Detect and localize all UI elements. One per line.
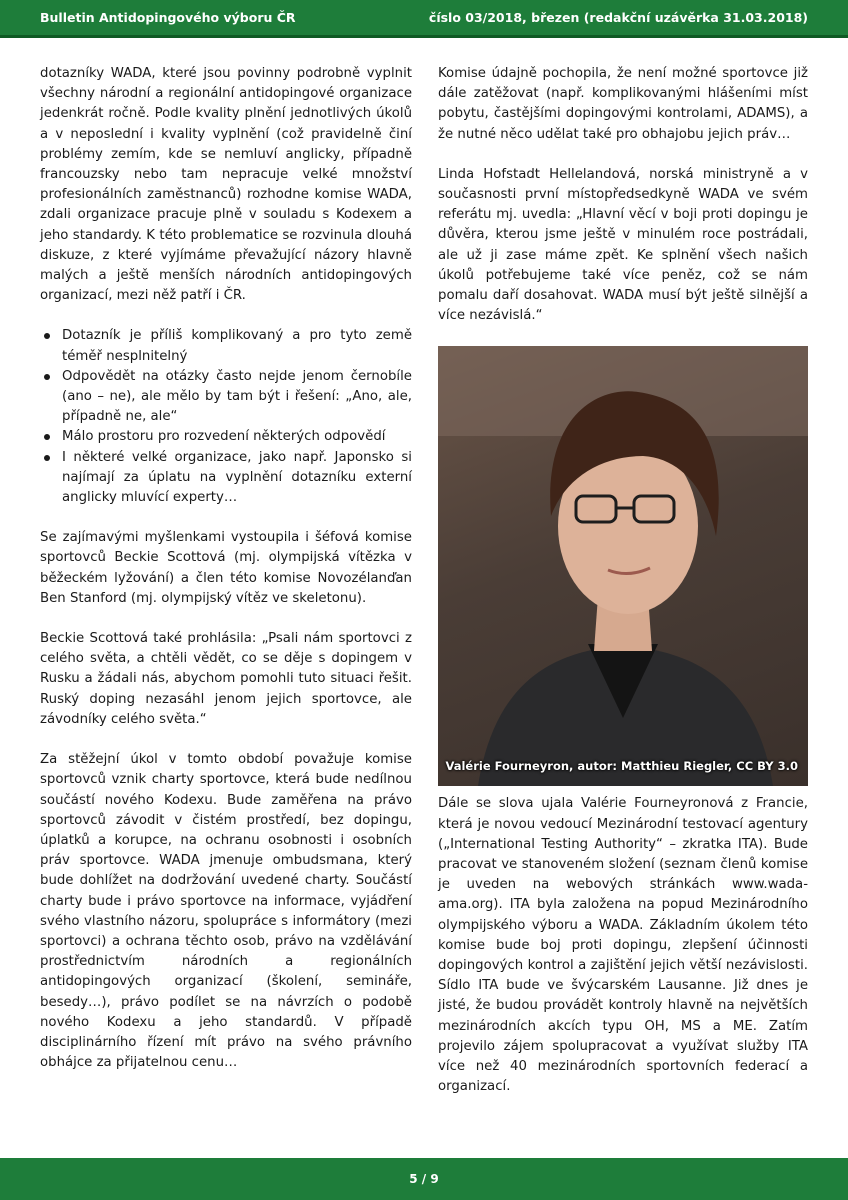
page-number: 5 / 9 <box>409 1172 439 1186</box>
photo-caption: Valérie Fourneyron, autor: Matthieu Riegler, CC BY 3.0 <box>445 759 798 774</box>
paragraph: Za stěžejní úkol v tomto období považuje komise sportovců vznik charty sportovce, která bude nedílnou součástí nového Kodexu. Bude zaměřena na právo sportovců závodit v čistém prostředí, bez dopingu, úplatků a korupce, na ochranu osobnosti i osobních práv sportovce. WADA jmenuje ombudsmana, který bude dohlížet na dodržování uvedené charty. Součástí charty bude i právo sportovce na informace, vyjádření svého vlastního názoru, spolupráce s informátory (mezi sportovci) a ochrana těchto osob, právo na vzdělávání prostřednictvím národních a regionálních antidopingových organizací (školení, semináře, besedy…), právo podílet se na návrzích o podobě nového Kodexu a jeho standardů. V případě disciplinárního řízení mít právo na svého právního obhájce za přijatelnou cenu… <box>40 752 412 1071</box>
list-item: Dotazník je příliš komplikovaný a pro tyto země téměř nesplnitelný <box>40 326 412 366</box>
page-footer <box>0 1158 848 1200</box>
paragraph: Beckie Scottová také prohlásila: „Psali nám sportovci z celého světa, a chtěli vědět, co se děje s dopingem v Rusku a žádali nás, abychom pomohli tuto situaci řešit. Ruský doping nezasáhl jenom jejich sportovce, ale závodníky celého světa.“ <box>40 631 412 727</box>
bulletin-title: Bulletin Antidopingového výboru ČR <box>40 10 296 25</box>
issue-info: číslo 03/2018, březen (redakční uzávěrka 31.03.2018) <box>428 10 808 25</box>
list-item: Odpovědět na otázky často nejde jenom černobíle (ano – ne), ale mělo by tam být i řešení: „Ano, ale, případně ne, ale“ <box>40 367 412 428</box>
paragraph: dotazníky WADA, které jsou povinny podrobně vyplnit všechny národní a regionální antidopingové organizace jedenkrát ročně. Podle kvality plnění jednotlivých úkolů a v neposlední i kvality vyplnění (což pravidelně činí problémy zemím, kde se nemluví anglicky, případně francouzsky nebo tam nepracuje velké množství profesionálních zaměstnanců) rozhodne komise WADA, zdali organizace pracuje plně v souladu s Kodexem a jeho standardy. K této problematice se rozvinula dlouhá diskuze, z které vyjímáme převažující názory hlavně malých a ještě menších národních antidopingových organizací, mezi něž patří i ČR. <box>40 66 412 304</box>
right-column <box>438 64 808 1117</box>
page-header <box>0 0 848 38</box>
bullet-list <box>40 326 412 508</box>
paragraph: Dále se slova ujala Valérie Fourneyronová z Francie, která je novou vedoucí Mezinárodní testovací agentury („International Testing Authority“ – zkratka ITA). Bude pracovat ve stanoveném složení (seznam členů komise je uveden na webových stránkách www.wada-ama.org). ITA byla založena na popud Mezinárodního olympijského výboru a WADA. Základním úkolem této komise bude boj proti dopingu, zlepšení účinnosti dopingových kontrol a zajištění jejich větší nezávislosti. Sídlo ITA bude ve švýcarském Lausanne. Již dnes je jisté, že budou provádět kontroly hlavně na největších mezinárodních akcích typu OH, MS a ME. Zatím projevilo zájem spolupracovat a využívat služby ITA více než 40 mezinárodních sportovních federací a organizací. <box>438 796 808 1095</box>
list-item: Málo prostoru pro rozvedení některých odpovědí <box>40 427 412 447</box>
portrait-illustration <box>438 346 808 786</box>
left-column <box>40 64 412 1093</box>
paragraph: Se zajímavými myšlenkami vystoupila i šéfová komise sportovců Beckie Scottová (mj. olympijská vítězka v běžeckém lyžování) a člen této komise Novozélanďan Ben Stanford (mj. olympijský vítěz ve skeletonu). <box>40 530 412 606</box>
paragraph: Komise údajně pochopila, že není možné sportovce již dále zatěžovat (např. komplikovanými hlášeními míst pobytu, častějšími dopingovými kontrolami, ADAMS), a že nutné něco udělat také pro obhajobu jejich práv… <box>438 66 808 142</box>
portrait-photo <box>438 346 808 786</box>
list-item: I některé velké organizace, jako např. Japonsko si najímají za úplatu na vyplnění dotazníku externí anglicky mluvící experty… <box>40 448 412 509</box>
paragraph: Linda Hofstadt Hellelandová, norská ministryně a v současnosti první místopředsedkyně WADA ve svém referátu mj. uvedla: „Hlavní věcí v boji proti dopingu je důvěra, kterou jsme ještě v minulém roce postrádali, ale už ji zase máme zpět. Ke splnění všech našich úkolů potřebujeme také více peněz, což se nám pomalu daří dosahovat. WADA musí být ještě silnější a více nezávislá.“ <box>438 166 808 324</box>
